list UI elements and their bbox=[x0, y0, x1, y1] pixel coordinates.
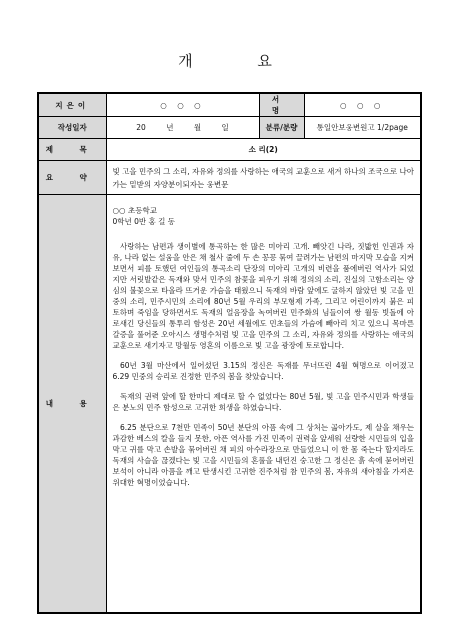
content-body bbox=[106, 195, 421, 613]
subject-label: 제 목 bbox=[38, 139, 106, 161]
school-name: ○○ 초등학교 bbox=[112, 206, 157, 215]
overview-form-table bbox=[37, 92, 422, 614]
signature-value: ○ ○ ○ bbox=[304, 93, 421, 117]
writer-label: 지은이 bbox=[38, 93, 106, 117]
content-row bbox=[38, 195, 421, 613]
category-value: 통일안보웅변원고 1/2page bbox=[304, 117, 421, 139]
summary-value: 빛 고을 민주의 그 소리, 자유와 정의를 사랑하는 애국의 교훈으로 새겨 하나의 조국으로 나아가는 밑받의 자양분이되자는 웅변문 bbox=[106, 161, 421, 195]
author-name: 0학년 0반 홍 길 동 bbox=[112, 217, 176, 226]
subject-value: 소 리(2) bbox=[106, 139, 421, 161]
content-label: 내 용 bbox=[38, 195, 106, 613]
subject-row bbox=[38, 139, 421, 161]
page-title: 개 요 bbox=[178, 52, 302, 70]
paragraph-1: 사랑하는 남편과 생이별에 통곡하는 한 많은 미아리 고개. 빼앗긴 나라, 짓밟힌 인권과 자유, 나라 없는 설움을 안은 채 철사 줄에 두 손 꽁꽁 묶여 끌려가는 남편의 마지막 모습을 지켜보면서 피를 토했던 여인들의 통곡소리 단장의 미아리 고개의 비련을 품에버린 역사가 되었지만 서릿발같은 독재와 맞서 민주의 참꽃을 피우기 위해 정의의 소리, 진실의 고함소리는 양심의 불꽃으로 타올라 뜨거운 가슴을 태웠으니 독재의 바람 앞에도 굴하지 않았던 빛 고을 민중의 소리, 민주시민의 소리에 80년 5월 우리의 부모형제 가족, 그리고 어린이까지 붉은 피 토하며 죽임을 당하면서도 독재의 얼음장을 녹여버린 민주화의 님들이여 쌍 월동 빗돌에 아로새긴 당신들의 통투리 함성은 20년 세월에도 민초들의 가슴에 빼아리 치고 있으니 목마른 갈증을 풀어준 오아시스 생명수처럼 빛 고을 민주의 그 소리, 자유와 정의를 사랑하는 애국의 교훈으로 새기자고 망월동 영혼의 이름으로 빛 고을 광장에 토로합니다. bbox=[112, 242, 414, 350]
date-label: 작성일자 bbox=[38, 117, 106, 139]
signature-label: 서 명 bbox=[259, 93, 304, 117]
category-label: 분류/분량 bbox=[259, 117, 304, 139]
summary-label: 요 약 bbox=[38, 161, 106, 195]
summary-row bbox=[38, 161, 421, 195]
date-row bbox=[38, 117, 421, 139]
paragraph-3: 독재의 권력 앞에 할 한마디 제대로 할 수 없었다는 80년 5월, 빛 고을 민주시민과 학생들은 분노의 민주 함성으로 고귀한 희생을 하였습니다. bbox=[112, 392, 414, 412]
paragraph-2: 60년 3월 마산에서 일어섰던 3.15의 정신은 독재를 무너뜨린 4월 혁명으로 이어졌고 6.29 민중의 승리로 진정한 민주의 봄을 찾았습니다. bbox=[112, 361, 414, 381]
writer-value: ○ ○ ○ bbox=[106, 93, 259, 117]
paragraph-4: 6.25 분단으로 7천만 민족이 50년 분단의 아픔 속에 그 상처는 곪아가도, 제 살을 채우는 과감한 베스의 칼을 들지 못한, 아픈 역사를 가진 민족이 권력을 앞세워 선량한 시민들의 입을 막고 귀를 막고 손발을 묶어버린 채 피의 아수라장으로 만들었으니 이 한 몸 죽는다 할지라도 독재의 사슬을 끊겠다는 빛 고을 시민들의 혼풀을 내던진 숭고한 그 정신은 흙 속에 묻어버린 보석이 아니라 아픔을 깨고 탄생시킨 고귀한 진주처럼 참 민주의 봄, 자유의 새아침을 가져온 위대한 혁명이었습니다. bbox=[112, 423, 414, 487]
writer-row bbox=[38, 93, 421, 117]
date-value: 20 년 월 일 bbox=[106, 117, 259, 139]
